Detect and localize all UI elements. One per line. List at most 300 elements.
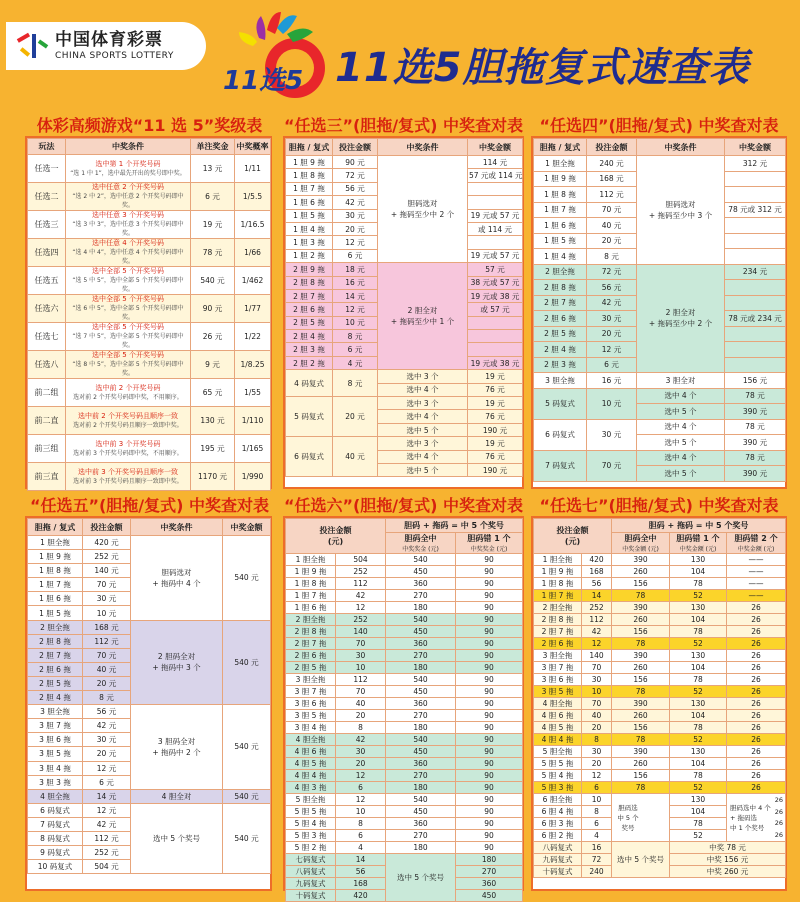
table-row: [286, 854, 523, 866]
table-cell: 78 元: [725, 388, 786, 404]
condition-note: “选 3 中 3”，选中任意 3 个开奖号码即中奖。: [72, 221, 184, 237]
table-cell: 42 元: [83, 719, 131, 733]
table-cell: 5 胆全拖: [286, 794, 336, 806]
table-row: [534, 782, 786, 794]
table-cell: 90: [456, 614, 523, 626]
table-row: [534, 373, 786, 389]
table-cell: 30 元: [587, 419, 637, 450]
table-cell: 19 元: [468, 437, 523, 450]
r3-title: “任选三”(胆拖/复式) 中奖查对表: [283, 116, 524, 135]
table-cell: 3 胆全拖: [534, 373, 587, 389]
table-cell: 26: [727, 758, 786, 770]
table-cell: 90: [456, 650, 523, 662]
table-cell: 5 胆全拖: [534, 746, 582, 758]
table-cell: 5 胆 4 拖: [286, 818, 336, 830]
table-cell: 12: [336, 602, 386, 614]
column-header: [534, 519, 612, 554]
table-cell: 任选一: [28, 155, 66, 183]
table-cell: 2 胆 8 拖: [286, 276, 333, 289]
table-cell: 38 元或 57 元: [468, 276, 523, 289]
condition-note: “选 6 中 5”，选中全部 5 个开奖号码即中奖。: [72, 305, 184, 321]
six-mis2-values: [775, 794, 783, 841]
table-cell: 260: [612, 662, 670, 674]
table-cell: 112: [336, 674, 386, 686]
table-cell: 2 胆 6 拖: [286, 650, 336, 662]
table-cell: 390 元: [725, 404, 786, 420]
table-cell: 26: [774, 831, 784, 840]
table-cell: 90: [456, 734, 523, 746]
table-cell: 26: [727, 746, 786, 758]
table-row: [534, 614, 786, 626]
table-cell: 6: [336, 830, 386, 842]
table-cell: 70: [336, 638, 386, 650]
table-cell: 90: [456, 782, 523, 794]
condition-line: + 拖码中 2 个: [152, 747, 201, 757]
table-cell: 390: [612, 602, 670, 614]
table-cell: ——: [727, 566, 786, 578]
table-cell: 1 胆 8 拖: [28, 564, 83, 578]
table-row: [534, 674, 786, 686]
table-cell: 7 码复式: [28, 817, 83, 831]
table-cell: 20: [582, 722, 612, 734]
table-cell: 6 元: [333, 343, 378, 356]
table-cell: 20 元: [83, 676, 131, 690]
table-cell: 1 胆 6 拖: [286, 196, 333, 209]
table-cell: 540 元: [223, 705, 271, 790]
table-cell: 360: [386, 758, 456, 770]
table-cell: 6 胆 4 拖: [534, 806, 582, 818]
table-cell: 180: [386, 662, 456, 674]
table-cell: 1 胆 8 拖: [286, 169, 333, 182]
table-cell: 260: [612, 566, 670, 578]
table-cell: 270: [386, 830, 456, 842]
condition-line: 胆码选对: [665, 199, 696, 209]
table-cell: 56 元: [333, 182, 378, 195]
table-cell: 2 胆 8 拖: [286, 626, 336, 638]
table-cell: 260: [612, 710, 670, 722]
table-cell: 5 胆 3 拖: [286, 830, 336, 842]
win-condition: [378, 156, 468, 263]
table-cell: 5 码复式: [534, 388, 587, 419]
prize-row: [28, 155, 271, 183]
table-row: [534, 734, 786, 746]
table-cell: 156: [612, 722, 670, 734]
table-cell: 252: [582, 602, 612, 614]
table-cell: 12: [336, 770, 386, 782]
table-cell: [468, 236, 523, 249]
win-condition: [131, 620, 223, 705]
table-cell: 8: [582, 734, 612, 746]
table-cell: 30 元: [83, 733, 131, 747]
prize-condition: [66, 239, 191, 267]
table-cell: 420: [336, 890, 386, 902]
table-cell: 14: [582, 590, 612, 602]
table-cell: 420: [582, 554, 612, 566]
table-cell: 1 胆 8 拖: [534, 187, 587, 203]
condition-line: 胆码选中 4 个: [730, 803, 771, 812]
table-cell: 52: [670, 590, 727, 602]
table-cell: 1 胆 7 拖: [286, 182, 333, 195]
table-cell: 4 胆 4 拖: [534, 734, 582, 746]
table-cell: 19 元: [468, 370, 523, 383]
win-condition: [637, 156, 725, 265]
table-row: [534, 578, 786, 590]
table-cell: 2 胆 5 拖: [534, 326, 587, 342]
table-cell: 选中 4 个: [378, 410, 468, 423]
prize-condition: [66, 435, 191, 463]
header-line: 投注金额: [556, 526, 589, 535]
table-cell: 6: [582, 818, 612, 830]
column-header: [670, 533, 727, 554]
table-cell: 1 胆 4 拖: [534, 249, 587, 265]
r5-table: [27, 518, 271, 874]
table-cell: 选中 5 个: [637, 435, 725, 451]
table-row: [286, 614, 523, 626]
table-cell: 10 元: [333, 316, 378, 329]
header-line: 胆码错 1 个: [676, 534, 720, 543]
table-cell: 504: [336, 554, 386, 566]
table-cell: 10: [582, 686, 612, 698]
table-cell: 52: [670, 638, 727, 650]
r6-panel: [283, 516, 524, 900]
table-cell: 1 胆 4 拖: [286, 222, 333, 235]
table-cell: 2 胆 7 拖: [286, 638, 336, 650]
table-cell: 90: [456, 602, 523, 614]
table-cell: 26: [727, 770, 786, 782]
table-cell: 40: [582, 710, 612, 722]
table-cell: 30 元: [333, 209, 378, 222]
prize-condition: [66, 407, 191, 435]
table-cell: 选中 5 个奖号: [131, 803, 223, 873]
table-cell: 3 胆 6 拖: [534, 674, 582, 686]
table-cell: 或 57 元: [468, 303, 523, 316]
table-row: [534, 590, 786, 602]
table-cell: 1 胆 2 拖: [286, 249, 333, 262]
prize-condition: [66, 351, 191, 379]
table-cell: 78: [670, 674, 727, 686]
table-cell: 90: [456, 578, 523, 590]
condition-main: 选中全部 5 个开奖号码: [92, 267, 164, 275]
condition-main: 选中前 3 个开奖号码且顺序一致: [78, 467, 178, 476]
prize-condition: [66, 379, 191, 407]
table-row: [534, 662, 786, 674]
condition-main: 选中任意 2 个开奖号码: [92, 183, 164, 191]
prize-row: [28, 463, 271, 491]
column-header: 中奖金额: [223, 519, 271, 536]
table-cell: 6 码复式: [28, 803, 83, 817]
table-cell: 90: [456, 566, 523, 578]
table-cell: 2 胆 8 拖: [534, 614, 582, 626]
table-cell: 1 胆 7 拖: [28, 578, 83, 592]
table-cell: 90: [456, 758, 523, 770]
table-cell: 270: [386, 590, 456, 602]
table-cell: 1 胆 5 拖: [534, 233, 587, 249]
table-cell: 504 元: [83, 860, 131, 874]
table-cell: 52: [670, 734, 727, 746]
table-cell: 2 胆全拖: [534, 264, 587, 280]
table-cell: 90: [456, 662, 523, 674]
table-cell: 2 胆 5 拖: [286, 662, 336, 674]
table-cell: 420 元: [83, 536, 131, 550]
table-cell: 5 胆 5 拖: [286, 806, 336, 818]
table-row: [534, 746, 786, 758]
table-row: [286, 566, 523, 578]
table-cell: 3 胆 7 拖: [28, 719, 83, 733]
table-cell: 选中 3 个: [378, 370, 468, 383]
table-cell: 2 胆 4 拖: [286, 330, 333, 343]
table-cell: 1 胆 6 拖: [28, 592, 83, 606]
table-cell: 3 胆 3 拖: [28, 775, 83, 789]
table-cell: 30: [336, 650, 386, 662]
table-cell: 26: [727, 698, 786, 710]
prize-condition: [66, 463, 191, 491]
header-sub: 中奖奖金 (元): [470, 546, 508, 553]
table-cell: 9 元: [191, 351, 235, 379]
table-cell: 19 元或 57 元: [468, 209, 523, 222]
table-cell: 57 元或 114 元: [468, 169, 523, 182]
table-cell: 450: [386, 626, 456, 638]
table-cell: 十码复式: [534, 866, 582, 878]
table-cell: 8 元: [333, 330, 378, 343]
condition-main: 选中前 3 个开奖号码: [95, 439, 161, 448]
table-cell: 540: [386, 614, 456, 626]
table-cell: 10 元: [587, 388, 637, 419]
table-cell: 1 胆 5 拖: [286, 209, 333, 222]
table-cell: 4 胆 5 拖: [286, 758, 336, 770]
table-cell: 26: [727, 602, 786, 614]
table-row: [286, 686, 523, 698]
table-cell: 252 元: [83, 846, 131, 860]
table-cell: 6 元: [83, 775, 131, 789]
table-cell: 12 元: [587, 342, 637, 358]
table-cell: 2 胆 6 拖: [286, 303, 333, 316]
condition-line: 奖号: [621, 823, 635, 832]
table-cell: 任选七: [28, 323, 66, 351]
table-cell: 1 胆全拖: [286, 554, 336, 566]
win-condition: [131, 705, 223, 790]
table-cell: 2 胆 2 拖: [286, 356, 333, 369]
prizes-panel: [25, 136, 272, 489]
table-cell: 72 元: [333, 169, 378, 182]
table-cell: 168 元: [587, 171, 637, 187]
table-cell: 2 胆 6 拖: [28, 662, 83, 676]
table-row: [286, 397, 523, 410]
table-cell: 4: [336, 842, 386, 854]
table-cell: 1/55: [235, 379, 271, 407]
table-cell: 14 元: [333, 289, 378, 302]
table-cell: 56: [582, 578, 612, 590]
table-cell: 156: [612, 626, 670, 638]
lottery-logo-icon: [14, 28, 50, 64]
table-cell: 56 元: [83, 705, 131, 719]
table-cell: 1 胆 5 拖: [28, 606, 83, 620]
table-cell: 26: [727, 662, 786, 674]
table-cell: 九码复式: [286, 878, 336, 890]
table-cell: 140 元: [83, 564, 131, 578]
table-cell: 270: [386, 650, 456, 662]
table-cell: 90 元: [333, 156, 378, 169]
table-cell: 20: [336, 758, 386, 770]
table-cell: 5 胆 3 拖: [534, 782, 582, 794]
table-cell: 42 元: [83, 817, 131, 831]
table-row: [286, 782, 523, 794]
table-cell: 312 元: [725, 156, 786, 172]
table-row: [286, 758, 523, 770]
table-cell: 1 胆全拖: [534, 554, 582, 566]
prize-row: [28, 239, 271, 267]
prize-row: [28, 351, 271, 379]
header-line: 胆码错 1 个: [467, 534, 511, 543]
table-cell: 390: [612, 650, 670, 662]
table-cell: 90: [456, 590, 523, 602]
table-cell: 4 胆全拖: [286, 734, 336, 746]
table-row: [534, 419, 786, 435]
table-cell: ——: [727, 578, 786, 590]
table-cell: 1/110: [235, 407, 271, 435]
table-row: [534, 638, 786, 650]
prize-condition: [66, 155, 191, 183]
table-cell: 30: [582, 674, 612, 686]
table-cell: 1 胆 8 拖: [534, 578, 582, 590]
condition-main: 选中全部 5 个开奖号码: [92, 351, 164, 359]
table-cell: 70: [582, 698, 612, 710]
table-cell: 12 元: [83, 803, 131, 817]
table-cell: 选中 3 个: [378, 397, 468, 410]
table-cell: 1/66: [235, 239, 271, 267]
table-cell: 10: [336, 806, 386, 818]
r5-panel: [25, 516, 272, 891]
table-row: [286, 263, 523, 276]
condition-line: + 拖码至少中 3 个: [648, 210, 713, 220]
condition-line: 2 胆码全对: [157, 652, 196, 662]
table-cell: 65 元: [191, 379, 235, 407]
table-cell: 6 胆 3 拖: [534, 818, 582, 830]
r6-table: [285, 518, 523, 902]
table-cell: 90 元: [191, 295, 235, 323]
column-header: 中奖条件: [637, 139, 725, 156]
table-cell: 10: [582, 794, 612, 806]
table-cell: 1 胆全拖: [534, 156, 587, 172]
table-cell: 42 元: [333, 196, 378, 209]
table-cell: 4 胆全对: [131, 789, 223, 803]
table-cell: 26: [774, 795, 784, 804]
table-cell: 70 元: [587, 450, 637, 481]
condition-line: + 拖码中 3 个: [152, 663, 201, 673]
header-line: 胆码全中: [404, 534, 437, 543]
table-cell: 252 元: [83, 550, 131, 564]
column-header: 投注金额: [587, 139, 637, 156]
condition-note: “选 7 中 5”，选中全部 5 个开奖号码即中奖。: [72, 333, 184, 349]
table-cell: 1 胆 9 拖: [534, 566, 582, 578]
table-cell: 130: [670, 698, 727, 710]
table-row: [286, 638, 523, 650]
table-cell: 2 胆 5 拖: [28, 676, 83, 690]
table-row: [286, 806, 523, 818]
table-cell: 8: [336, 818, 386, 830]
win-condition: [612, 794, 670, 842]
column-header: 胆码 + 拖码 = 中 5 个奖号: [386, 519, 523, 533]
table-cell: 12 元: [333, 236, 378, 249]
table-cell: 90: [456, 626, 523, 638]
table-cell: 19 元: [191, 211, 235, 239]
table-cell: 26: [774, 807, 784, 816]
table-cell: [468, 196, 523, 209]
column-header: 玩法: [28, 139, 66, 155]
table-cell: 112: [336, 578, 386, 590]
table-cell: 90: [456, 686, 523, 698]
table-row: [534, 758, 786, 770]
condition-main: 选中任意 4 个开奖号码: [92, 239, 164, 247]
table-cell: 78: [612, 686, 670, 698]
column-header: 中奖金额: [468, 139, 523, 156]
table-cell: 20 元: [83, 747, 131, 761]
header-sub: 中奖金额 (元): [622, 546, 659, 553]
table-cell: 26: [727, 638, 786, 650]
table-cell: 180: [386, 722, 456, 734]
table-cell: 3 胆全拖: [28, 705, 83, 719]
table-cell: 4 胆 6 拖: [286, 746, 336, 758]
r5-title: “任选五”(胆拖/复式) 中奖查对表: [29, 496, 270, 515]
column-header: [727, 533, 786, 554]
condition-line: + 拖码至少中 2 个: [648, 319, 713, 329]
table-cell: 76 元: [468, 383, 523, 396]
table-row: [534, 156, 786, 172]
table-cell: 390 元: [725, 466, 786, 482]
table-cell: 选中 5 个: [378, 423, 468, 436]
table-cell: 8 元: [333, 370, 378, 397]
table-cell: 1 胆 9 拖: [286, 156, 333, 169]
table-cell: 26 元: [191, 323, 235, 351]
table-cell: 任选八: [28, 351, 66, 379]
r7-table: [533, 518, 786, 878]
table-cell: 30 元: [587, 311, 637, 327]
column-header: 投注金额: [333, 139, 378, 156]
table-cell: 540: [386, 734, 456, 746]
table-cell: 52: [670, 830, 727, 842]
table-row: [534, 650, 786, 662]
condition-line: 胆码选: [618, 803, 638, 812]
column-header: 中奖条件: [131, 519, 223, 536]
table-row: [286, 698, 523, 710]
condition-note: 选对前 2 个开奖号码且顺序一致即中奖。: [73, 421, 183, 429]
table-row: [534, 554, 786, 566]
table-cell: 12 元: [83, 761, 131, 775]
table-cell: 72 元: [587, 264, 637, 280]
table-cell: 1/8.25: [235, 351, 271, 379]
table-cell: 450: [386, 686, 456, 698]
table-cell: 2 胆 7 拖: [286, 289, 333, 302]
table-cell: 3 胆 5 拖: [286, 710, 336, 722]
condition-main: 选中第 1 个开奖号码: [95, 159, 161, 168]
table-cell: 90: [456, 554, 523, 566]
condition-note: 选对前 3 个开奖号码即中奖，不用顺序。: [73, 449, 183, 457]
table-cell: 130: [670, 650, 727, 662]
condition-line: 胆码选对: [161, 567, 192, 577]
column-header: 中奖条件: [66, 139, 191, 155]
column-header: [386, 533, 456, 554]
table-cell: 1170 元: [191, 463, 235, 491]
condition-line: 3 胆码全对: [157, 736, 196, 746]
table-row: [28, 803, 271, 817]
table-row: [534, 770, 786, 782]
table-row: [286, 830, 523, 842]
condition-line: + 拖码至少中 2 个: [390, 210, 455, 220]
prize-condition: [66, 183, 191, 211]
table-cell: 450: [386, 746, 456, 758]
table-cell: 1/5.5: [235, 183, 271, 211]
table-row: [534, 566, 786, 578]
condition-note: “选 2 中 2”，选中任意 2 个开奖号码即中奖。: [72, 193, 184, 209]
